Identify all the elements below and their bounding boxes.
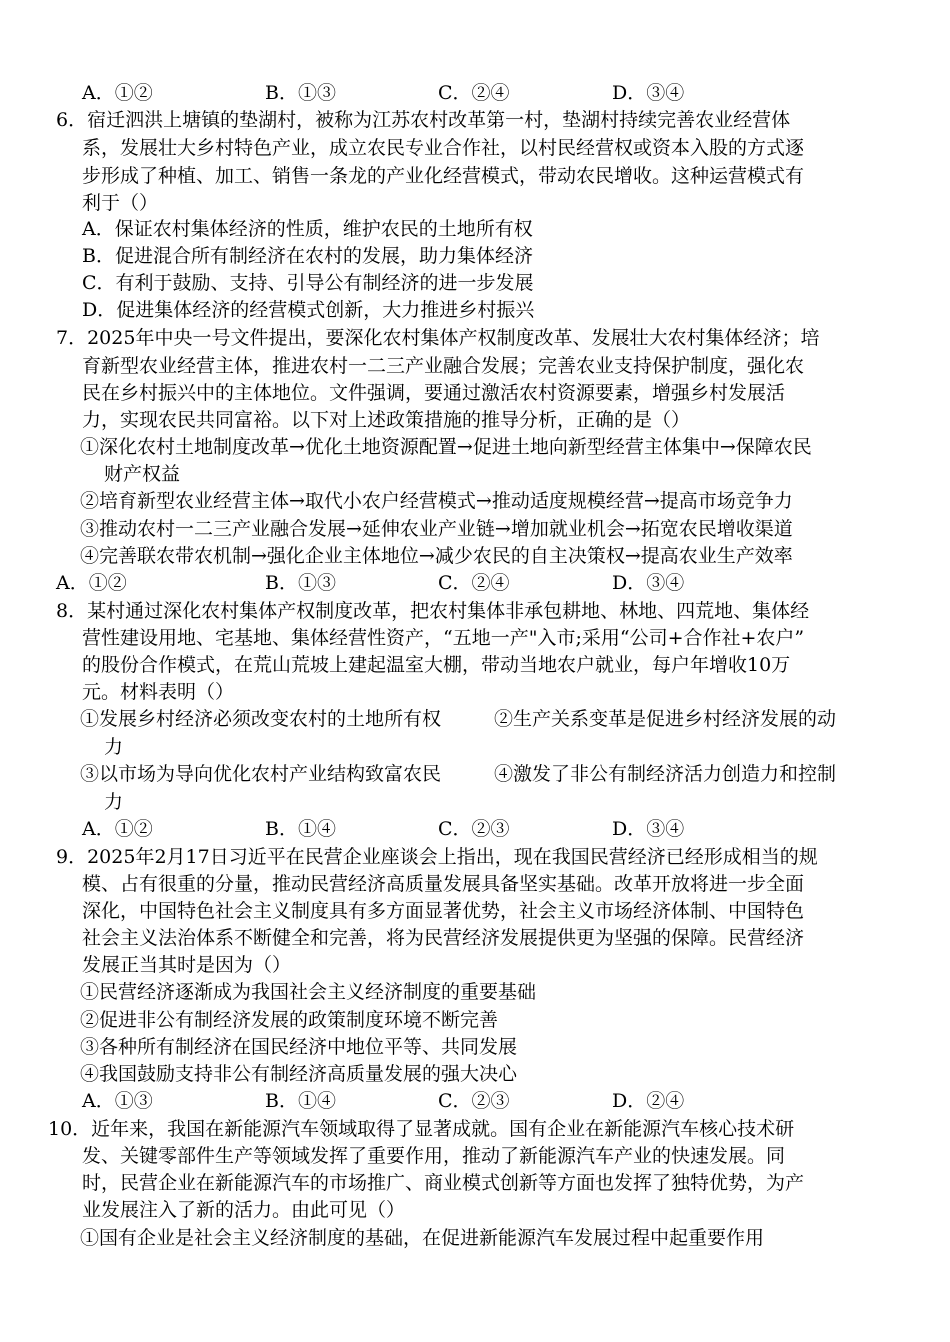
q6-stem-line: 利于（）	[82, 192, 159, 214]
q9-item-1: ①民营经济逐渐成为我国社会主义经济制度的重要基础	[80, 981, 537, 1003]
q8-item-2-cont: 力	[104, 736, 124, 758]
q7-item-3: ③推动农村一二三产业融合发展→延伸农业产业链→增加就业机会→拓宽农民增收渠道	[80, 518, 793, 540]
option-d: D．③④	[612, 82, 685, 104]
option-a: A．①③	[82, 1090, 153, 1112]
q8-item-4: ④激发了非公有制经济活力创造力和控制	[494, 763, 837, 785]
q6-choice-b: B．促进混合所有制经济在农村的发展，助力集体经济	[82, 245, 533, 267]
q6-stem-line: 6．宿迁泗洪上塘镇的垫湖村，被称为江苏农村改革第一村，垫湖村持续完善农业经营体	[56, 109, 791, 131]
option-c: C．②④	[438, 572, 510, 594]
q6-stem-line: 步形成了种植、加工、销售一条龙的产业化经营模式，带动农民增收。这种运营模式有	[82, 165, 805, 187]
q10-item-1: ①国有企业是社会主义经济制度的基础，在促进新能源汽车发展过程中起重要作用	[80, 1227, 765, 1249]
q7-stem-line: 力，实现农民共同富裕。以下对上述政策措施的推导分析，正确的是（）	[82, 409, 691, 431]
q8-item-4-cont: 力	[104, 791, 124, 813]
option-a: A．①②	[82, 82, 153, 104]
q7-item-4: ④完善联农带农机制→强化企业主体地位→减少农民的自主决策权→提高农业生产效率	[80, 545, 793, 567]
option-d: D．③④	[612, 818, 685, 840]
q6-choice-d: D．促进集体经济的经营模式创新，大力推进乡村振兴	[82, 299, 535, 321]
q7-stem-line: 民在乡村振兴中的主体地位。文件强调，要通过激活农村资源要素，增强乡村发展活	[82, 382, 786, 404]
q8-item-2: ②生产关系变革是促进乡村经济发展的动	[494, 708, 837, 730]
q8-item-3: ③以市场为导向优化农村产业结构致富农民	[80, 763, 442, 785]
q8-stem-line: 的股份合作模式，在荒山荒坡上建起温室大棚，带动当地农户就业，每户年增收10万	[82, 654, 791, 676]
option-b: B．①④	[265, 1090, 336, 1112]
q10-stem-line: 时，民营企业在新能源汽车的市场推广、商业模式创新等方面也发挥了独特优势，为产	[82, 1172, 805, 1194]
option-a: A．①②	[82, 818, 153, 840]
q9-item-4: ④我国鼓励支持非公有制经济高质量发展的强大决心	[80, 1063, 518, 1085]
q7-item-1-cont: 财产权益	[104, 463, 181, 485]
q10-stem-line: 业发展注入了新的活力。由此可见（）	[82, 1199, 406, 1221]
option-c: C．②③	[438, 1090, 510, 1112]
q6-choice-a: A．保证农村集体经济的性质，维护农民的土地所有权	[82, 218, 533, 240]
q9-stem-line: 模、占有很重的分量，推动民营经济高质量发展具备坚实基础。改革开放将进一步全面	[82, 873, 805, 895]
q8-stem-line: 8．某村通过深化农村集体产权制度改革，把农村集体非承包耕地、林地、四荒地、集体经	[56, 600, 810, 622]
q9-stem-line: 深化，中国特色社会主义制度具有多方面显著优势，社会主义市场经济体制、中国特色	[82, 900, 805, 922]
option-d: D．②④	[612, 1090, 685, 1112]
option-b: B．①④	[265, 818, 336, 840]
q7-stem-line: 7．2025年中央一号文件提出，要深化农村集体产权制度改革、发展壮大农村集体经济；培	[56, 327, 820, 349]
q10-stem-line: 10．近年来，我国在新能源汽车领域取得了显著成就。国有企业在新能源汽车核心技术研	[48, 1118, 795, 1140]
q6-stem-line: 系，发展壮大乡村特色产业，成立农民专业合作社，以村民经营权或资本入股的方式逐	[82, 137, 805, 159]
q8-stem-line: 营性建设用地、宅基地、集体经营性资产，“五地一产"入市;采用“公司+合作社+农户”	[82, 627, 805, 649]
option-b: B．①③	[265, 572, 336, 594]
q7-item-1: ①深化农村土地制度改革→优化土地资源配置→促进土地向新型经营主体集中→保障农民	[80, 436, 812, 458]
option-b: B．①③	[265, 82, 336, 104]
option-a: A．①②	[56, 572, 127, 594]
option-c: C．②③	[438, 818, 510, 840]
q6-choice-c: C．有利于鼓励、支持、引导公有制经济的进一步发展	[82, 272, 534, 294]
q9-item-2: ②促进非公有制经济发展的政策制度环境不断完善	[80, 1009, 499, 1031]
q7-stem-line: 育新型农业经营主体，推进农村一二三产业融合发展；完善农业支持保护制度，强化农	[82, 355, 805, 377]
q8-item-1: ①发展乡村经济必须改变农村的土地所有权	[80, 708, 442, 730]
q7-item-2: ②培育新型农业经营主体→取代小农户经营模式→推动适度规模经营→提高市场竞争力	[80, 490, 793, 512]
q9-stem-line: 社会主义法治体系不断健全和完善，将为民营经济发展提供更为坚强的保障。民营经济	[82, 927, 805, 949]
q9-stem-line: 发展正当其时是因为（）	[82, 954, 292, 976]
option-c: C．②④	[438, 82, 510, 104]
q9-stem-line: 9．2025年2月17日习近平在民营企业座谈会上指出，现在我国民营经济已经形成相当的规	[56, 846, 818, 868]
q9-item-3: ③各种所有制经济在国民经济中地位平等、共同发展	[80, 1036, 518, 1058]
q8-stem-line: 元。材料表明（）	[82, 681, 235, 703]
option-d: D．③④	[612, 572, 685, 594]
q10-stem-line: 发、关键零部件生产等领域发挥了重要作用，推动了新能源汽车产业的快速发展。同	[82, 1145, 786, 1167]
